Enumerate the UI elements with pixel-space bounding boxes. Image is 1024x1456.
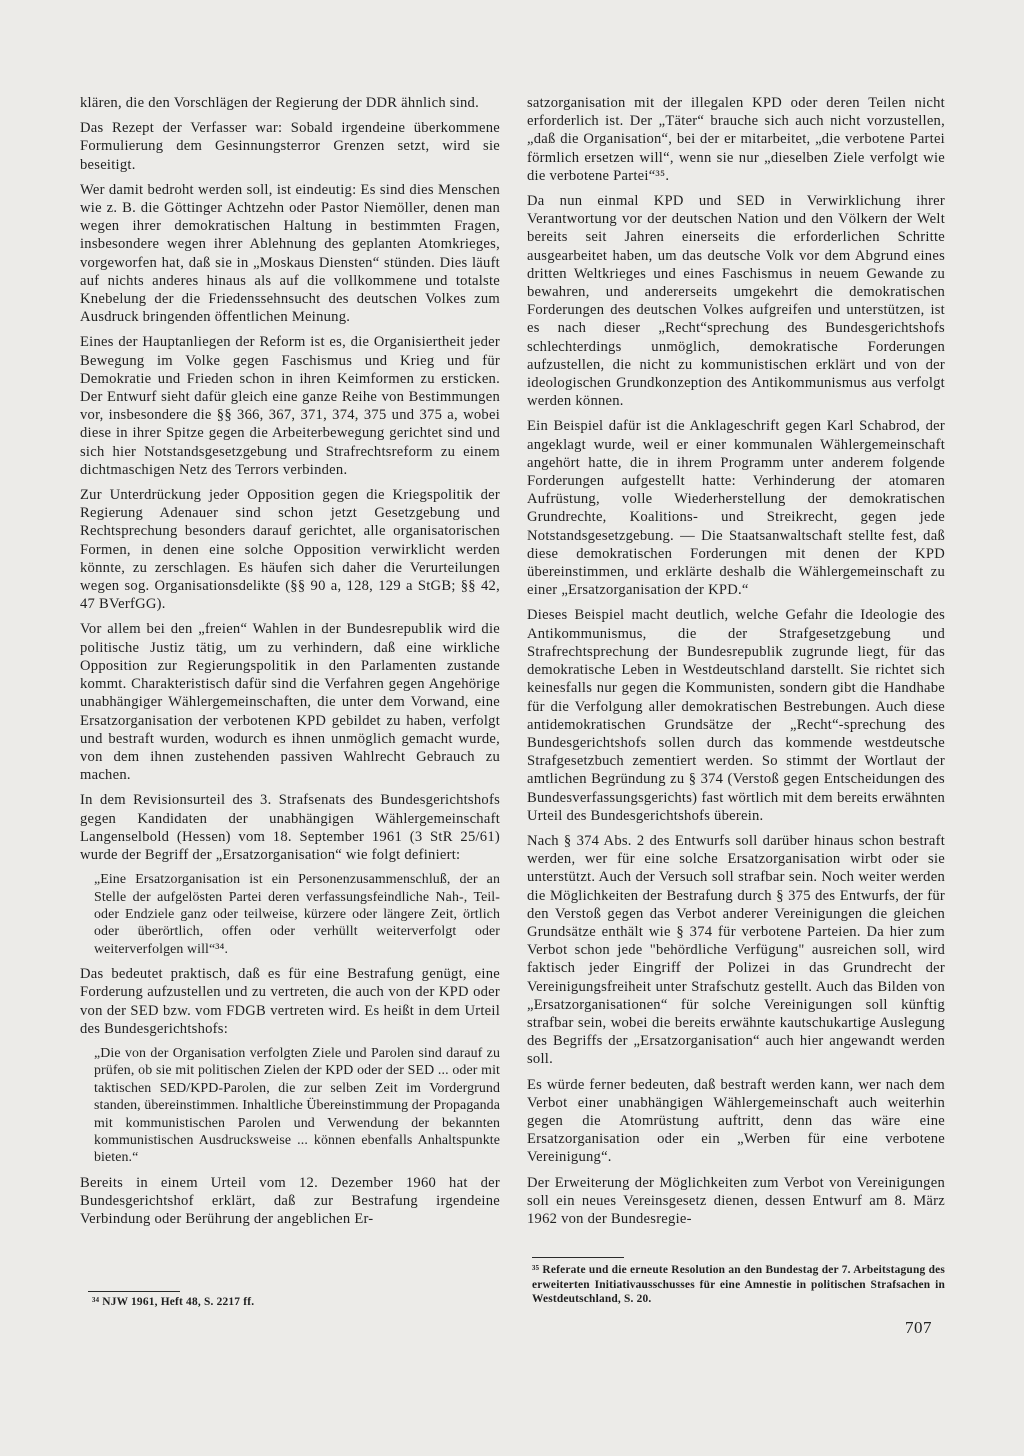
paragraph: Ein Beispiel dafür ist die Anklageschrift gegen Karl Schabrod, der angeklagt wurde, weil er einer kommunalen Wählergemeinschaft angehört hatte, die in ihrem Programm unter anderem folgende Forderungen aufgestellt hatte: Verhinderung der atomaren Aufrüstung, volle Wiederherstellung der demokratischen Grundrechte, Koalitions- und Streikrecht, gegen jede Notstandsgesetzgebung. — Die Staatsanwaltschaft stellte fest, daß diese demokratischen Forderungen mit denen der KPD übereinstimmen, und erklärte deshalb die Wählergemeinschaft zu einer „Ersatzorganisation der KPD.“ (527, 418, 945, 599)
paragraph: Da nun einmal KPD und SED in Verwirklichung ihrer Verantwortung vor der deutschen Nation und den Völkern der Welt bereits seit Jahren einerseits die erforderlichen Schritte ausgearbeitet haben, um das deutsche Volk vor dem Abgrund eines dritten Weltkrieges und eines Faschismus in neuem Gewande zu bewahren, und andererseits umgekehrt die demokratischen Forderungen des deutschen Volkes aufgreifen und unterstützen, ist es nach dieser „Recht“sprechung des Bundesgerichtshofs schlechterdings unmöglich, demokratische Forderungen aufzustellen, die nicht zu kommunistischen erklärt und von der ideologischen Grundkonzeption des Antikommunismus aus verfolgt werden können. (527, 193, 945, 410)
paragraph: Der Erweiterung der Möglichkeiten zum Verbot von Vereinigungen soll ein neues Vereinsgesetz dienen, dessen Entwurf am 8. März 1962 von der Bundesregie- (527, 1174, 945, 1227)
paragraph: In dem Revisionsurteil des 3. Strafsenats des Bundesgerichtshofs gegen Kandidaten der unabhängigen Wählergemeinschaft Langenselbold (Hessen) vom 18. September 1961 (3 StR 25/61) wurde der Begriff der „Ersatzorganisation“ wie folgt definiert: (80, 792, 500, 863)
block-quote: „Die von der Organisation verfolgten Ziele und Parolen sind darauf zu prüfen, ob sie mit politischen Zielen der KPD oder der SED ... oder mit taktischen SED/KPD-Parolen, die zur selben Zeit im Vordergrund standen, übereinstimmen. Inhaltliche Übereinstimmung der Propaganda mit kommunistischen Parolen und Verwendung der bekannten kommunistischen Ausdrucksweise ... können ebenfalls Anhaltspunkte bieten.“ (94, 1045, 500, 1166)
right-column (527, 94, 945, 1235)
footnote-34: ³⁴ NJW 1961, Heft 48, S. 2217 ff. (92, 1296, 255, 1308)
footnote-divider (88, 1291, 180, 1292)
paragraph: Vor allem bei den „freien“ Wahlen in der Bundesrepublik wird die politische Justiz tätig, um zu verhindern, daß eine wirkliche Opposition zur Regierungspolitik in den Parlamenten zustande kommt. Charakteristisch dafür sind die Verfahren gegen Angehörige unabhängiger Wählergemeinschaften, die unter dem Vorwand, eine Ersatzorganisation der verbotenen KPD gebildet zu haben, verfolgt und bestraft wurden, wodurch es ihnen unmöglich gemacht wurde, von dem ihnen zustehenden passiven Wahlrecht Gebrauch zu machen. (80, 621, 500, 784)
footnote-divider (532, 1257, 624, 1258)
footnote-35: ³⁵ Referate und die erneute Resolution an den Bundestag der 7. Arbeitstagung des erweiterten Initiativausschusses für eine Amnestie in politischen Strafsachen in Westdeutschland, S. 20. (532, 1264, 945, 1305)
paragraph: Nach § 374 Abs. 2 des Entwurfs soll darüber hinaus schon bestraft werden, wer für eine solche Ersatzorganisation wirbt oder sie unterstützt. Auch der Versuch soll strafbar sein. Noch weiter werden die Möglichkeiten der Bestrafung durch § 375 des Entwurfs, der für den Verstoß gegen das Verbot anderer Vereinigungen die gleichen Grundsätze enthält wie § 374 für verbotene Parteien. Da hier zum Verbot schon jede "behördliche Verfügung" ausreichen soll, wird faktisch jeder Eingriff der Polizei in das Grundrecht der Vereinigungsfreiheit unter Strafschutz gestellt. Auch das Bilden von „Ersatzorganisationen“ für solche Vereinigungen soll künftig strafbar sein, wobei die bereits erwähnte kautschukartige Auslegung des Begriffs der „Ersatzorganisation“ auch hier angewandt werden soll. (527, 832, 945, 1068)
paragraph: Wer damit bedroht werden soll, ist eindeutig: Es sind dies Menschen wie z. B. die Göttinger Achtzehn oder Pastor Niemöller, denen man wegen ihrer demokratischen Haltung in bestimmten Fragen, insbesondere wegen ihrer Ablehnung des geplanten Atomkrieges, vorgeworfen hat, daß sie in „Moskaus Diensten“ stünden. Dies läuft auf nichts anderes hinaus als auf die vollkommene und totalste Knebelung der die Friedenssehnsucht des deutschen Volkes zum Ausdruck bringenden öffentlichen Meinung. (80, 181, 500, 326)
block-quote: „Eine Ersatzorganisation ist ein Personenzusammenschluß, der an Stelle der aufgelösten Partei deren verfassungsfeindliche Nah-, Teil- oder Endziele ganz oder teilweise, kürzere oder längere Zeit, örtlich oder überörtlich, offen oder verhüllt weiterverfolgt oder weiterverfolgen will“³⁴. (94, 872, 500, 957)
paragraph: Dieses Beispiel macht deutlich, welche Gefahr die Ideologie des Antikommunismus, die der Strafgesetzgebung und Strafrechtsprechung der Bundesrepublik zugrunde liegt, für das demokratische Leben in Westdeutschland darstellt. Sie richtet sich keinesfalls nur gegen die Kommunisten, sondern gibt die Handhabe für die Verfolgung aller demokratischen Bestrebungen. Auch diese antidemokratischen Grundsätze der „Recht“-sprechung des Bundesgerichtshofs sollen durch das kommende westdeutsche Strafgesetzbuch zementiert werden. So stimmt der Wortlaut der amtlichen Begründung zu § 374 (Verstoß gegen Entscheidungen des Bundesverfassungsgerichts) fast wörtlich mit dem bereits erwähnten Urteil des Bundesgerichtshofs überein. (527, 607, 945, 824)
paragraph: Bereits in einem Urteil vom 12. Dezember 1960 hat der Bundesgerichtshof erklärt, daß zur Bestrafung irgendeine Verbindung oder Berührung der angeblichen Er- (80, 1174, 500, 1228)
paragraph: Eines der Hauptanliegen der Reform ist es, die Organisiertheit jeder Bewegung im Volke gegen Faschismus und Krieg und für Demokratie und Frieden schon in ihren Keimformen zu ersticken. Der Entwurf sieht dafür gleich eine ganze Reihe von Bestimmungen vor, insbesondere die §§ 366, 367, 371, 374, 375 und 375 a, wobei diese in ihrer Spitze gegen die Arbeiterbewegung gerichtet sind und sich hier Notstandsgesetzgebung und Strafrechtsreform zu einem dichtmaschigen Netz des Terrors verbinden. (80, 334, 500, 478)
paragraph: satzorganisation mit der illegalen KPD oder deren Teilen nicht erforderlich ist. Der „Täter“ brauche sich auch nicht vorzustellen, „daß die Organisation“, bei der er mitarbeitet, „die verbotene Partei förmlich ersetzen will“, wenn sie nur „dieselben Ziele verfolgt wie die verbotene Partei“³⁵. (527, 95, 945, 184)
paragraph: Das Rezept der Verfasser war: Sobald irgendeine überkommene Formulierung dem Gesinnungsterror Grenzen setzt, wird sie beseitigt. (80, 120, 500, 173)
page-number: 707 (905, 1318, 932, 1337)
paragraph: Zur Unterdrückung jeder Opposition gegen die Kriegspolitik der Regierung Adenauer sind schon jetzt Gesetzgebung und Rechtsprechung besonders darauf gerichtet, alle organisatorischen Formen, in denen eine solche Opposition verwirklicht werden könnte, zu zerschlagen. Es häufen sich daher die Verurteilungen wegen sog. Organisationsdelikte (§§ 90 a, 128, 129 a StGB; §§ 42, 47 BVerfGG). (80, 487, 500, 613)
paragraph: Es würde ferner bedeuten, daß bestraft werden kann, wer nach dem Verbot einer unabhängigen Wählergemeinschaft auch weiterhin gegen die Atomrüstung auftritt, denn das wäre eine Ersatzorganisation oder ein „Werben für eine verbotene Vereinigung“. (527, 1076, 945, 1166)
paragraph: Das bedeutet praktisch, daß es für eine Bestrafung genügt, eine Forderung aufzustellen und zu vertreten, die auch von der KPD oder von der SED bzw. vom FDGB vertreten wird. Es heißt in dem Urteil des Bundesgerichtshofs: (80, 966, 500, 1037)
paragraph: klären, die den Vorschlägen der Regierung der DDR ähnlich sind. (80, 95, 480, 111)
left-column (80, 94, 500, 1235)
